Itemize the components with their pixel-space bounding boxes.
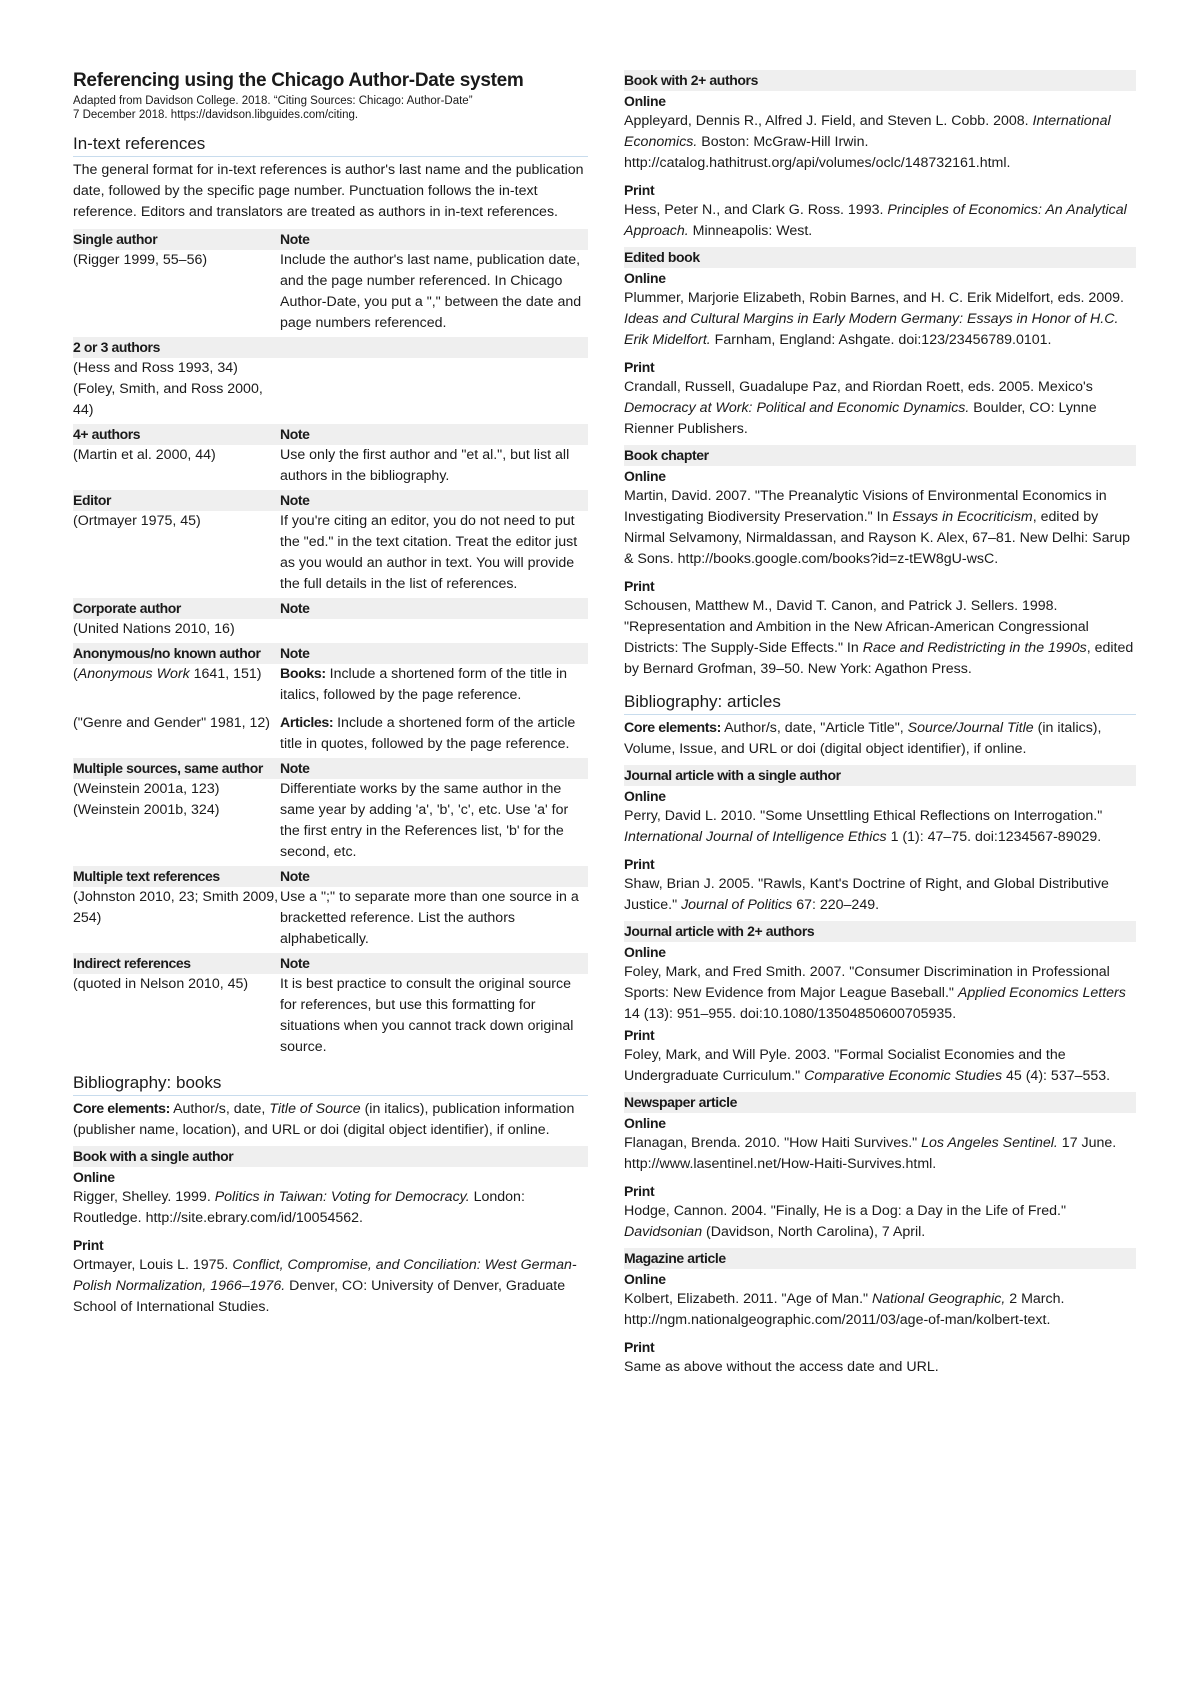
four-plus-note: Use only the first author and "et al.", but list all authors in the bibliography. (280, 447, 570, 484)
intext-intro: The general format for in-text references is author's last name and the publication date, followed by the specific page number. Punctuation follows the in-text reference. Editors and translators are treated as authors in in-text references. (73, 162, 584, 220)
edited-book-print-label: Print (624, 359, 655, 375)
anonymous-example-2: ("Genre and Gender" 1981, 12) (73, 715, 270, 731)
single-author-note: Include the author's last name, publication date, and the page number referenced. In Chicago Author-Date, you put a "," between the date and page numbers referenced. (280, 252, 582, 331)
anonymous-note-label: Note (280, 643, 588, 664)
multi-text-label: Multiple text references (73, 866, 280, 887)
indirect-example: (quoted in Nelson 2010, 45) (73, 976, 249, 992)
book-chapter-print-label: Print (624, 578, 655, 594)
multi-same-examples (73, 779, 280, 866)
book-single-author-bar: Book with a single author (73, 1146, 588, 1167)
books-heading: Bibliography: books (73, 1073, 588, 1096)
book-chapter-bar: Book chapter (624, 445, 1136, 466)
single-author-label: Single author (73, 229, 280, 250)
book-two-plus-bar: Book with 2+ authors (624, 70, 1136, 91)
journal-single-print-label: Print (624, 856, 655, 872)
two-three-authors-label: 2 or 3 authors (73, 337, 280, 358)
four-plus-note-label: Note (280, 424, 588, 445)
journal-single-online-label: Online (624, 788, 666, 804)
intext-table (73, 229, 588, 1061)
editor-example: (Ortmayer 1975, 45) (73, 513, 201, 529)
book-single-print-entry: Ortmayer, Louis L. 1975. Conflict, Compromise, and Conciliation: West German-Polish Normalization, 1966–1976. Denver, CO: University of Denver, Graduate School of International Studies. (73, 1257, 577, 1315)
page-title: Referencing using the Chicago Author-Date system (73, 70, 524, 91)
journal-two-plus-bar: Journal article with 2+ authors (624, 921, 1136, 942)
book-two-plus-print-label: Print (624, 182, 655, 198)
newspaper-print-entry: Hodge, Cannon. 2004. "Finally, He is a Dog: a Day in the Life of Fred." Davidsonian (Davidson, North Carolina), 7 April. (624, 1203, 1066, 1240)
editor-note: If you're citing an editor, you do not need to put the "ed." in the text citation. Treat the editor just as you would an author in text. You will provide the full details in the list of references. (280, 513, 578, 592)
magazine-bar: Magazine article (624, 1248, 1136, 1269)
right-column (624, 70, 1136, 1378)
journal-two-plus-print-entry: Foley, Mark, and Will Pyle. 2003. "Formal Socialist Economies and the Undergraduate Curriculum." Comparative Economic Studies 45 (4): 537–553. (624, 1047, 1111, 1084)
anonymous-note-books: Books: Include a shortened form of the title in italics, followed by the page reference. (280, 666, 568, 703)
indirect-note: It is best practice to consult the original source for references, but use this formatting for situations when you cannot track down original source. (280, 976, 574, 1055)
four-plus-example: (Martin et al. 2000, 44) (73, 447, 216, 463)
multi-same-example-2: (Weinstein 2001b, 324) (73, 802, 220, 818)
intext-heading: In-text references (73, 134, 588, 157)
edited-book-online-entry: Plummer, Marjorie Elizabeth, Robin Barnes, and H. C. Erik Midelfort, eds. 2009. Ideas and Cultural Margins in Early Modern Germany: Essays in Honor of H.C. Erik Midelfort. Farnham, England: Ashgate. doi:123/23456789.0101. (624, 290, 1124, 348)
anonymous-note-articles: Articles: Include a shortened form of the article title in quotes, followed by the page reference. (280, 715, 576, 752)
magazine-online-entry: Kolbert, Elizabeth. 2011. "Age of Man." National Geographic, 2 March. http://ngm.nationalgeographic.com/2011/03/age-of-man/kolbert-text. (624, 1291, 1065, 1328)
multi-same-note-label: Note (280, 758, 588, 779)
book-single-print-label: Print (73, 1237, 104, 1253)
two-three-example-1: (Hess and Ross 1993, 34) (73, 360, 238, 376)
book-chapter-print-entry: Schousen, Matthew M., David T. Canon, and Patrick J. Sellers. 1998. "Representation and Ambition in the New African-American Congressional Districts: The Supply-Side Effects." In Race and Redistricting in the 1990s, edited by Bernard Grofman, 39–50. New York: Agathon Press. (624, 598, 1134, 677)
books-core-elements: Core elements: Author/s, date, Title of Source (in italics), publication information (publisher name, location), and URL or doi (digital object identifier), if online. (73, 1101, 575, 1138)
anonymous-author-label: Anonymous/no known author (73, 643, 280, 664)
indirect-note-label: Note (280, 953, 588, 974)
corporate-example: (United Nations 2010, 16) (73, 621, 235, 637)
corporate-note-label: Note (280, 598, 588, 619)
journal-two-plus-print-label: Print (624, 1027, 655, 1043)
multi-text-note-label: Note (280, 866, 588, 887)
book-chapter-online-label: Online (624, 468, 666, 484)
corporate-author-label: Corporate author (73, 598, 280, 619)
book-single-online-entry: Rigger, Shelley. 1999. Politics in Taiwan: Voting for Democracy. London: Routledge. http://site.ebrary.com/id/10054562. (73, 1189, 525, 1226)
edited-book-bar: Edited book (624, 247, 1136, 268)
editor-label: Editor (73, 490, 280, 511)
articles-heading: Bibliography: articles (624, 692, 1136, 715)
four-plus-authors-label: 4+ authors (73, 424, 280, 445)
left-column (73, 70, 588, 1318)
journal-single-print-entry: Shaw, Brian J. 2005. "Rawls, Kant's Doctrine of Right, and Global Distributive Justice." Journal of Politics 67: 220–249. (624, 876, 1109, 913)
newspaper-bar: Newspaper article (624, 1092, 1136, 1113)
indirect-label: Indirect references (73, 953, 280, 974)
multi-same-author-label: Multiple sources, same author (73, 758, 280, 779)
book-two-plus-online-label: Online (624, 93, 666, 109)
edited-book-online-label: Online (624, 270, 666, 286)
editor-note-label: Note (280, 490, 588, 511)
multi-same-note: Differentiate works by the same author in the same year by adding 'a', 'b', 'c', etc. Use 'a' for the first entry in the References list, 'b' for the second, etc. (280, 781, 569, 860)
multi-text-note: Use a ";" to separate more than one source in a bracketted reference. List the authors alphabetically. (280, 889, 579, 947)
journal-single-online-entry: Perry, David L. 2010. "Some Unsettling Ethical Reflections on Interrogation." International Journal of Intelligence Ethics 1 (1): 47–75. doi:1234567-89029. (624, 808, 1103, 845)
newspaper-online-label: Online (624, 1115, 666, 1131)
two-three-authors-examples (73, 358, 280, 424)
two-three-example-2: (Foley, Smith, and Ross 2000, 44) (73, 381, 263, 418)
journal-two-plus-online-label: Online (624, 944, 666, 960)
magazine-print-entry: Same as above without the access date and URL. (624, 1359, 939, 1375)
multi-same-example-1: (Weinstein 2001a, 123) (73, 781, 220, 797)
multi-text-example: (Johnston 2010, 23; Smith 2009, 254) (73, 889, 279, 926)
journal-two-plus-online-entry: Foley, Mark, and Fred Smith. 2007. "Consumer Discrimination in Professional Sports: New Evidence from Major League Baseball." Applied Economics Letters 14 (13): 951–955. doi:10.1080/13504850600705935. (624, 964, 1126, 1022)
newspaper-online-entry: Flanagan, Brenda. 2010. "How Haiti Survives." Los Angeles Sentinel. 17 June. http://www.lasentinel.net/How-Haiti-Survives.html. (624, 1135, 1117, 1172)
source-date-line: 7 December 2018. https://davidson.libguides.com/citing. (73, 109, 359, 121)
magazine-print-label: Print (624, 1339, 655, 1355)
book-two-plus-online-entry: Appleyard, Dennis R., Alfred J. Field, and Steven L. Cobb. 2008. International Economics. Boston: McGraw-Hill Irwin. http://catalog.hathitrust.org/api/volumes/oclc/148732161.html. (624, 113, 1111, 171)
anonymous-example-1: (Anonymous Work 1641, 151) (73, 666, 262, 682)
book-chapter-online-entry: Martin, David. 2007. "The Preanalytic Visions of Environmental Economics in Investigating Biodiversity Preservation." In Essays in Ecocriticism, edited by Nirmal Selvamony, Nirmaldassan, and Rayson K. Alex, 67–81. New Delhi: Sarup & Sons. http://books.google.com/books?id=z-tEW8gU-wsC. (624, 488, 1130, 567)
book-single-online-label: Online (73, 1169, 115, 1185)
single-author-note-label: Note (280, 229, 588, 250)
magazine-online-label: Online (624, 1271, 666, 1287)
edited-book-print-entry: Crandall, Russell, Guadalupe Paz, and Riordan Roett, eds. 2005. Mexico's Democracy at Work: Political and Economic Dynamics. Boulder, CO: Lynne Rienner Publishers. (624, 379, 1097, 437)
newspaper-print-label: Print (624, 1183, 655, 1199)
source-line: Adapted from Davidson College. 2018. “Citing Sources: Chicago: Author-Date” (73, 95, 473, 107)
book-two-plus-print-entry: Hess, Peter N., and Clark G. Ross. 1993. Principles of Economics: An Analytical Approach. Minneapolis: West. (624, 202, 1127, 239)
journal-single-bar: Journal article with a single author (624, 765, 1136, 786)
single-author-example: (Rigger 1999, 55–56) (73, 252, 208, 268)
articles-core-elements: Core elements: Author/s, date, "Article Title", Source/Journal Title (in italics), Volume, Issue, and URL or doi (digital object identifier), if online. (624, 720, 1102, 757)
